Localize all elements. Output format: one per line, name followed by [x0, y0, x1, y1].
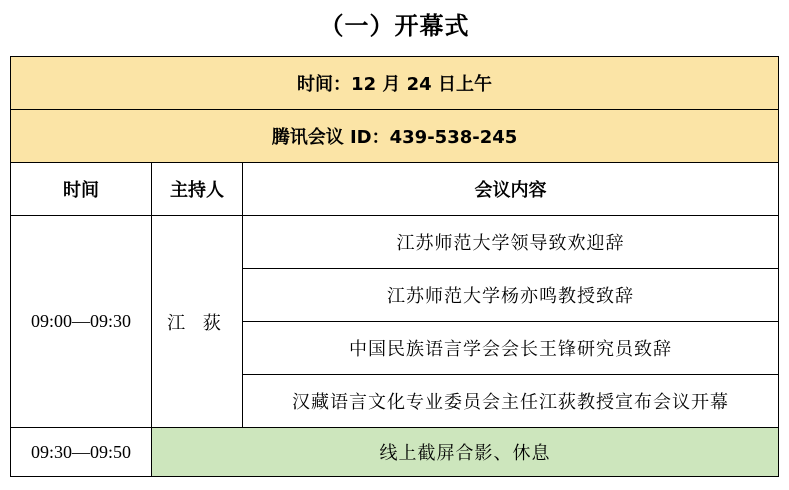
session-time: 09:00—09:30: [11, 216, 152, 428]
content-column-header: 会议内容: [243, 163, 779, 216]
date-line: 时间：12 月 24 日上午: [11, 57, 779, 110]
date-row: [11, 57, 779, 110]
time-column-header: 时间: [11, 163, 152, 216]
break-content: 线上截屏合影、休息: [152, 428, 779, 477]
host-column-header: 主持人: [152, 163, 243, 216]
meeting-row: [11, 110, 779, 163]
table-row: [11, 216, 779, 269]
agenda-item: 中国民族语言学会会长王锋研究员致辞: [243, 322, 779, 375]
break-row: [11, 428, 779, 477]
column-header-row: [11, 163, 779, 216]
meeting-id-line: 腾讯会议 ID：439-538-245: [11, 110, 779, 163]
agenda-item: 江苏师范大学杨亦鸣教授致辞: [243, 269, 779, 322]
section-title: （一）开幕式: [319, 12, 470, 40]
agenda-item: 江苏师范大学领导致欢迎辞: [243, 216, 779, 269]
session-host: 江 荻: [152, 216, 243, 428]
agenda-item: 汉藏语言文化专业委员会主任江荻教授宣布会议开幕: [243, 375, 779, 428]
break-time: 09:30—09:50: [11, 428, 152, 477]
agenda-table: [10, 56, 779, 477]
